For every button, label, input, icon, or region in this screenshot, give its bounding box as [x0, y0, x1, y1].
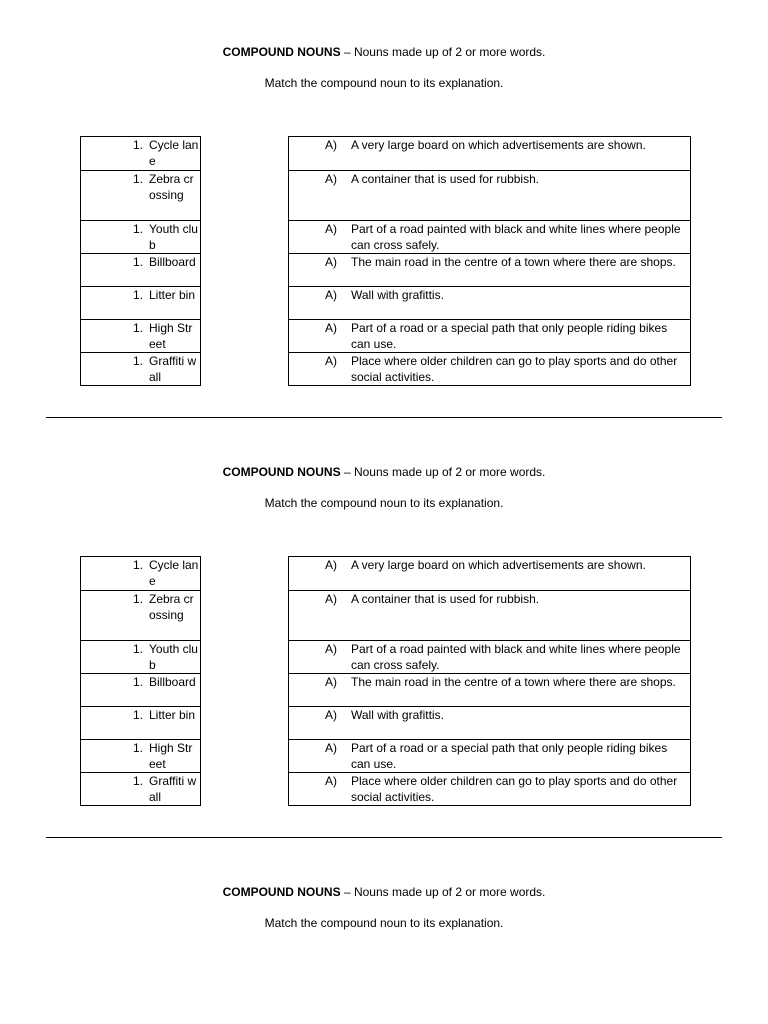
noun-number: 1.: [132, 774, 143, 788]
title-rest: – Nouns made up of 2 or more words.: [340, 465, 546, 479]
explanation-letter: A): [325, 172, 337, 186]
noun-text: Youth club: [149, 222, 198, 252]
explanation-text: Wall with grafittis.: [351, 288, 444, 302]
explanation-letter: A): [325, 642, 337, 656]
explanation-text: The main road in the centre of a town where there are shops.: [351, 675, 676, 689]
explanation-letter: A): [325, 321, 337, 335]
title-rest: – Nouns made up of 2 or more words.: [340, 45, 546, 59]
noun-text: Zebra crossing: [149, 172, 194, 202]
explanation-letter: A): [325, 774, 337, 788]
title-bold: COMPOUND NOUNS: [222, 45, 341, 59]
explanation-text: A container that is used for rubbish.: [351, 172, 540, 186]
divider: [46, 837, 722, 838]
explanation-text: Part of a road painted with black and white lines where people can cross safely.: [351, 222, 681, 252]
noun-text: Cycle lane: [149, 558, 199, 588]
section-1-nouns-table: [80, 136, 201, 386]
explanation-text: Part of a road or a special path that only people riding bikes can use.: [351, 321, 668, 351]
section-1-explanations-table: [288, 136, 691, 386]
section-2-instruction: Match the compound noun to its explanation.: [264, 496, 504, 510]
noun-text: Billboard: [149, 675, 196, 689]
noun-number: 1.: [132, 708, 143, 722]
title-bold: COMPOUND NOUNS: [222, 885, 341, 899]
explanation-text: Place where older children can go to play sports and do other social activities.: [351, 354, 678, 384]
section-2-nouns-table: [80, 556, 201, 806]
title-bold: COMPOUND NOUNS: [222, 465, 341, 479]
noun-number: 1.: [132, 558, 143, 572]
explanation-text: A container that is used for rubbish.: [351, 592, 540, 606]
noun-text: Zebra crossing: [149, 592, 194, 622]
explanation-text: Wall with grafittis.: [351, 708, 444, 722]
section-1-instruction: Match the compound noun to its explanation.: [264, 76, 504, 90]
noun-number: 1.: [132, 222, 143, 236]
explanation-letter: A): [325, 675, 337, 689]
noun-number: 1.: [132, 172, 143, 186]
noun-text: Litter bin: [149, 288, 196, 302]
noun-text: High Street: [149, 321, 193, 351]
noun-number: 1.: [132, 255, 143, 269]
noun-text: Youth club: [149, 642, 198, 672]
explanation-text: Part of a road painted with black and white lines where people can cross safely.: [351, 642, 681, 672]
noun-number: 1.: [132, 288, 143, 302]
noun-text: Litter bin: [149, 708, 196, 722]
explanation-letter: A): [325, 288, 337, 302]
section-2-explanations-table: [288, 556, 691, 806]
noun-number: 1.: [132, 354, 143, 368]
section-3-instruction: Match the compound noun to its explanation.: [264, 916, 504, 930]
noun-text: Cycle lane: [149, 138, 199, 168]
noun-number: 1.: [132, 321, 143, 335]
noun-number: 1.: [132, 741, 143, 755]
title-rest: – Nouns made up of 2 or more words.: [340, 885, 546, 899]
noun-text: Graffiti wall: [149, 354, 197, 384]
noun-number: 1.: [132, 138, 143, 152]
section-2-title: [0, 465, 768, 479]
section-1-title: [0, 45, 768, 59]
explanation-letter: A): [325, 558, 337, 572]
explanation-text: A very large board on which advertisements are shown.: [351, 138, 646, 152]
explanation-letter: A): [325, 222, 337, 236]
explanation-letter: A): [325, 592, 337, 606]
noun-text: Graffiti wall: [149, 774, 197, 804]
noun-number: 1.: [132, 592, 143, 606]
explanation-text: Place where older children can go to play sports and do other social activities.: [351, 774, 678, 804]
explanation-letter: A): [325, 255, 337, 269]
explanation-text: Part of a road or a special path that only people riding bikes can use.: [351, 741, 668, 771]
noun-text: High Street: [149, 741, 193, 771]
noun-text: Billboard: [149, 255, 196, 269]
noun-number: 1.: [132, 642, 143, 656]
section-3-title: [0, 885, 768, 899]
explanation-letter: A): [325, 138, 337, 152]
noun-number: 1.: [132, 675, 143, 689]
divider: [46, 417, 722, 418]
explanation-letter: A): [325, 708, 337, 722]
explanation-text: The main road in the centre of a town where there are shops.: [351, 255, 676, 269]
explanation-letter: A): [325, 354, 337, 368]
explanation-letter: A): [325, 741, 337, 755]
explanation-text: A very large board on which advertisements are shown.: [351, 558, 646, 572]
